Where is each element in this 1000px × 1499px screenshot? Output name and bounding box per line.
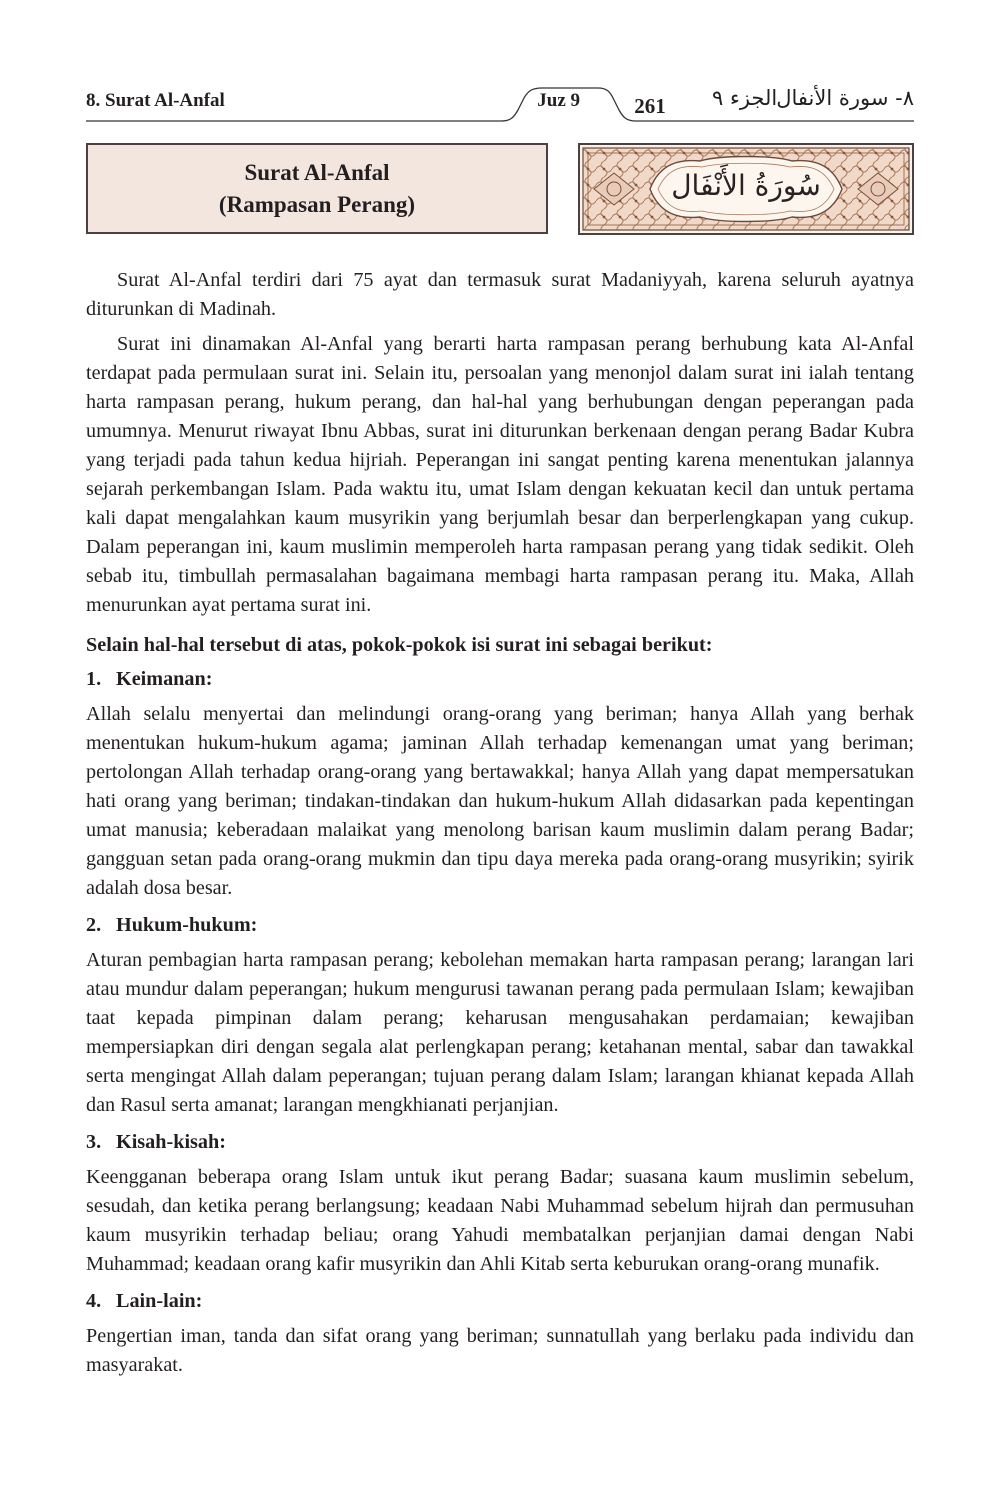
content-section [86, 911, 914, 1120]
intro-paragraph-1: Surat Al-Anfal terdiri dari 75 ayat dan termasuk surat Madaniyyah, karena seluruh ayatnya diturunkan di Madinah. [86, 269, 914, 320]
surah-introduction [86, 266, 914, 1388]
section-title: Kisah-kisah: [116, 1131, 226, 1153]
content-section [86, 1287, 914, 1380]
surah-title-arabic: سُورَةُ الأَنْفَال [671, 169, 821, 202]
page-number: 261 [634, 94, 666, 118]
section-heading [86, 1128, 914, 1157]
section-number: 2. [86, 914, 102, 936]
surah-subtitle: (Rampasan Perang) [218, 191, 416, 217]
section-number: 3. [86, 1131, 102, 1153]
section-title: Hukum-hukum: [116, 914, 258, 936]
content-section [86, 665, 914, 903]
section-text: Allah selalu menyertai dan melindungi orang-orang yang beriman; hanya Allah yang berhak menentukan hukum-hukum agama; jaminan Allah terhadap kemenangan umat yang beriman; pertolongan Allah terhadap orang-orang yang bertawakkal; hanya Allah yang dapat mempersatukan hati orang yang beriman; tindakan-tindakan dan hukum-hukum Allah didasarkan pada kepentingan umat manusia; keberadaan malaikat yang menolong barisan kaum muslimin dalam perang Badar; gangguan setan pada orang-orang mukmin dan tipu daya mereka pada orang-orang musyrikin; syirik adalah dosa besar. [86, 703, 914, 899]
content-summary-heading: Selain hal-hal tersebut di atas, pokok-pokok isi surat ini sebagai berikut: [86, 634, 713, 656]
section-text: Pengertian iman, tanda dan sifat orang yang beriman; sunnatullah yang berlaku pada individu dan masyarakat. [86, 1325, 914, 1376]
header-surah-arabic: ٨- سورة الأنفال [776, 86, 914, 110]
header-juz: Juz 9 [537, 90, 580, 111]
surah-calligraphy-box [578, 143, 914, 235]
section-title: Lain-lain: [116, 1290, 203, 1312]
running-header [86, 84, 914, 130]
section-text: Keengganan beberapa orang Islam untuk ikut perang Badar; suasana kaum muslimin sebelum, sesudah, dan ketika perang berlangsung; keadaan Nabi Muhammad sebelum hijrah dan permusuhan kaum musyrikin terhadap beliau; orang Yahudi membatalkan perjanjian damai dengan Nabi Muhammad; keadaan orang kafir musyrikin dan Ahli Kitab serta keburukan orang-orang munafik. [86, 1166, 914, 1275]
surah-title: Surat Al-Anfal [244, 159, 390, 185]
section-heading [86, 911, 914, 940]
section-heading [86, 1287, 914, 1316]
section-heading [86, 665, 914, 694]
header-surah-name: 8. Surat Al-Anfal [86, 90, 225, 111]
section-text: Aturan pembagian harta rampasan perang; kebolehan memakan harta rampasan perang; larangan lari atau mundur dalam peperangan; hukum mengurusi tawanan perang pada permulaan Islam; kewajiban taat kepada pimpinan dalam perang; keharusan mengusahakan perdamaian; kewajiban mempersiapkan diri dengan segala alat perlengkapan perang; ketahanan mental, sabar dan tawakkal serta mengingat Allah dalam peperangan; tujuan perang dalam Islam; larangan khianat kepada Allah dan Rasul serta amanat; larangan mengkhianati perjanjian. [86, 949, 914, 1116]
content-section [86, 1128, 914, 1279]
intro-paragraph-2: Surat ini dinamakan Al-Anfal yang berarti harta rampasan perang berhubung kata Al-Anfal terdapat pada permulaan surat ini. Selain itu, persoalan yang menonjol dalam surat ini ialah tentang harta rampasan perang, hukum perang, dan hal-hal yang berhubungan dengan peperangan pada umumnya. Menurut riwayat Ibnu Abbas, surat ini diturunkan berkenaan dengan perang Badar Kubra yang terjadi pada tahun kedua hijriah. Peperangan ini sangat penting karena menentukan jalannya sejarah perkembangan Islam. Pada waktu itu, umat Islam dengan kekuatan kecil dan untuk pertama kali dapat mengalahkan kaum musyrikin yang berjumlah besar dan berperlengkapan yang cukup. Dalam peperangan ini, kaum muslimin memperoleh harta rampasan perang yang tidak sedikit. Oleh sebab itu, timbullah permasalahan bagaimana membagi harta rampasan perang itu. Maka, Allah menurunkan ayat pertama surat ini. [86, 333, 914, 616]
header-juz-arabic: الجزء ٩ [712, 86, 778, 110]
section-number: 1. [86, 668, 102, 690]
section-title: Keimanan: [116, 668, 213, 690]
section-number: 4. [86, 1290, 102, 1312]
surah-title-box [86, 143, 548, 234]
